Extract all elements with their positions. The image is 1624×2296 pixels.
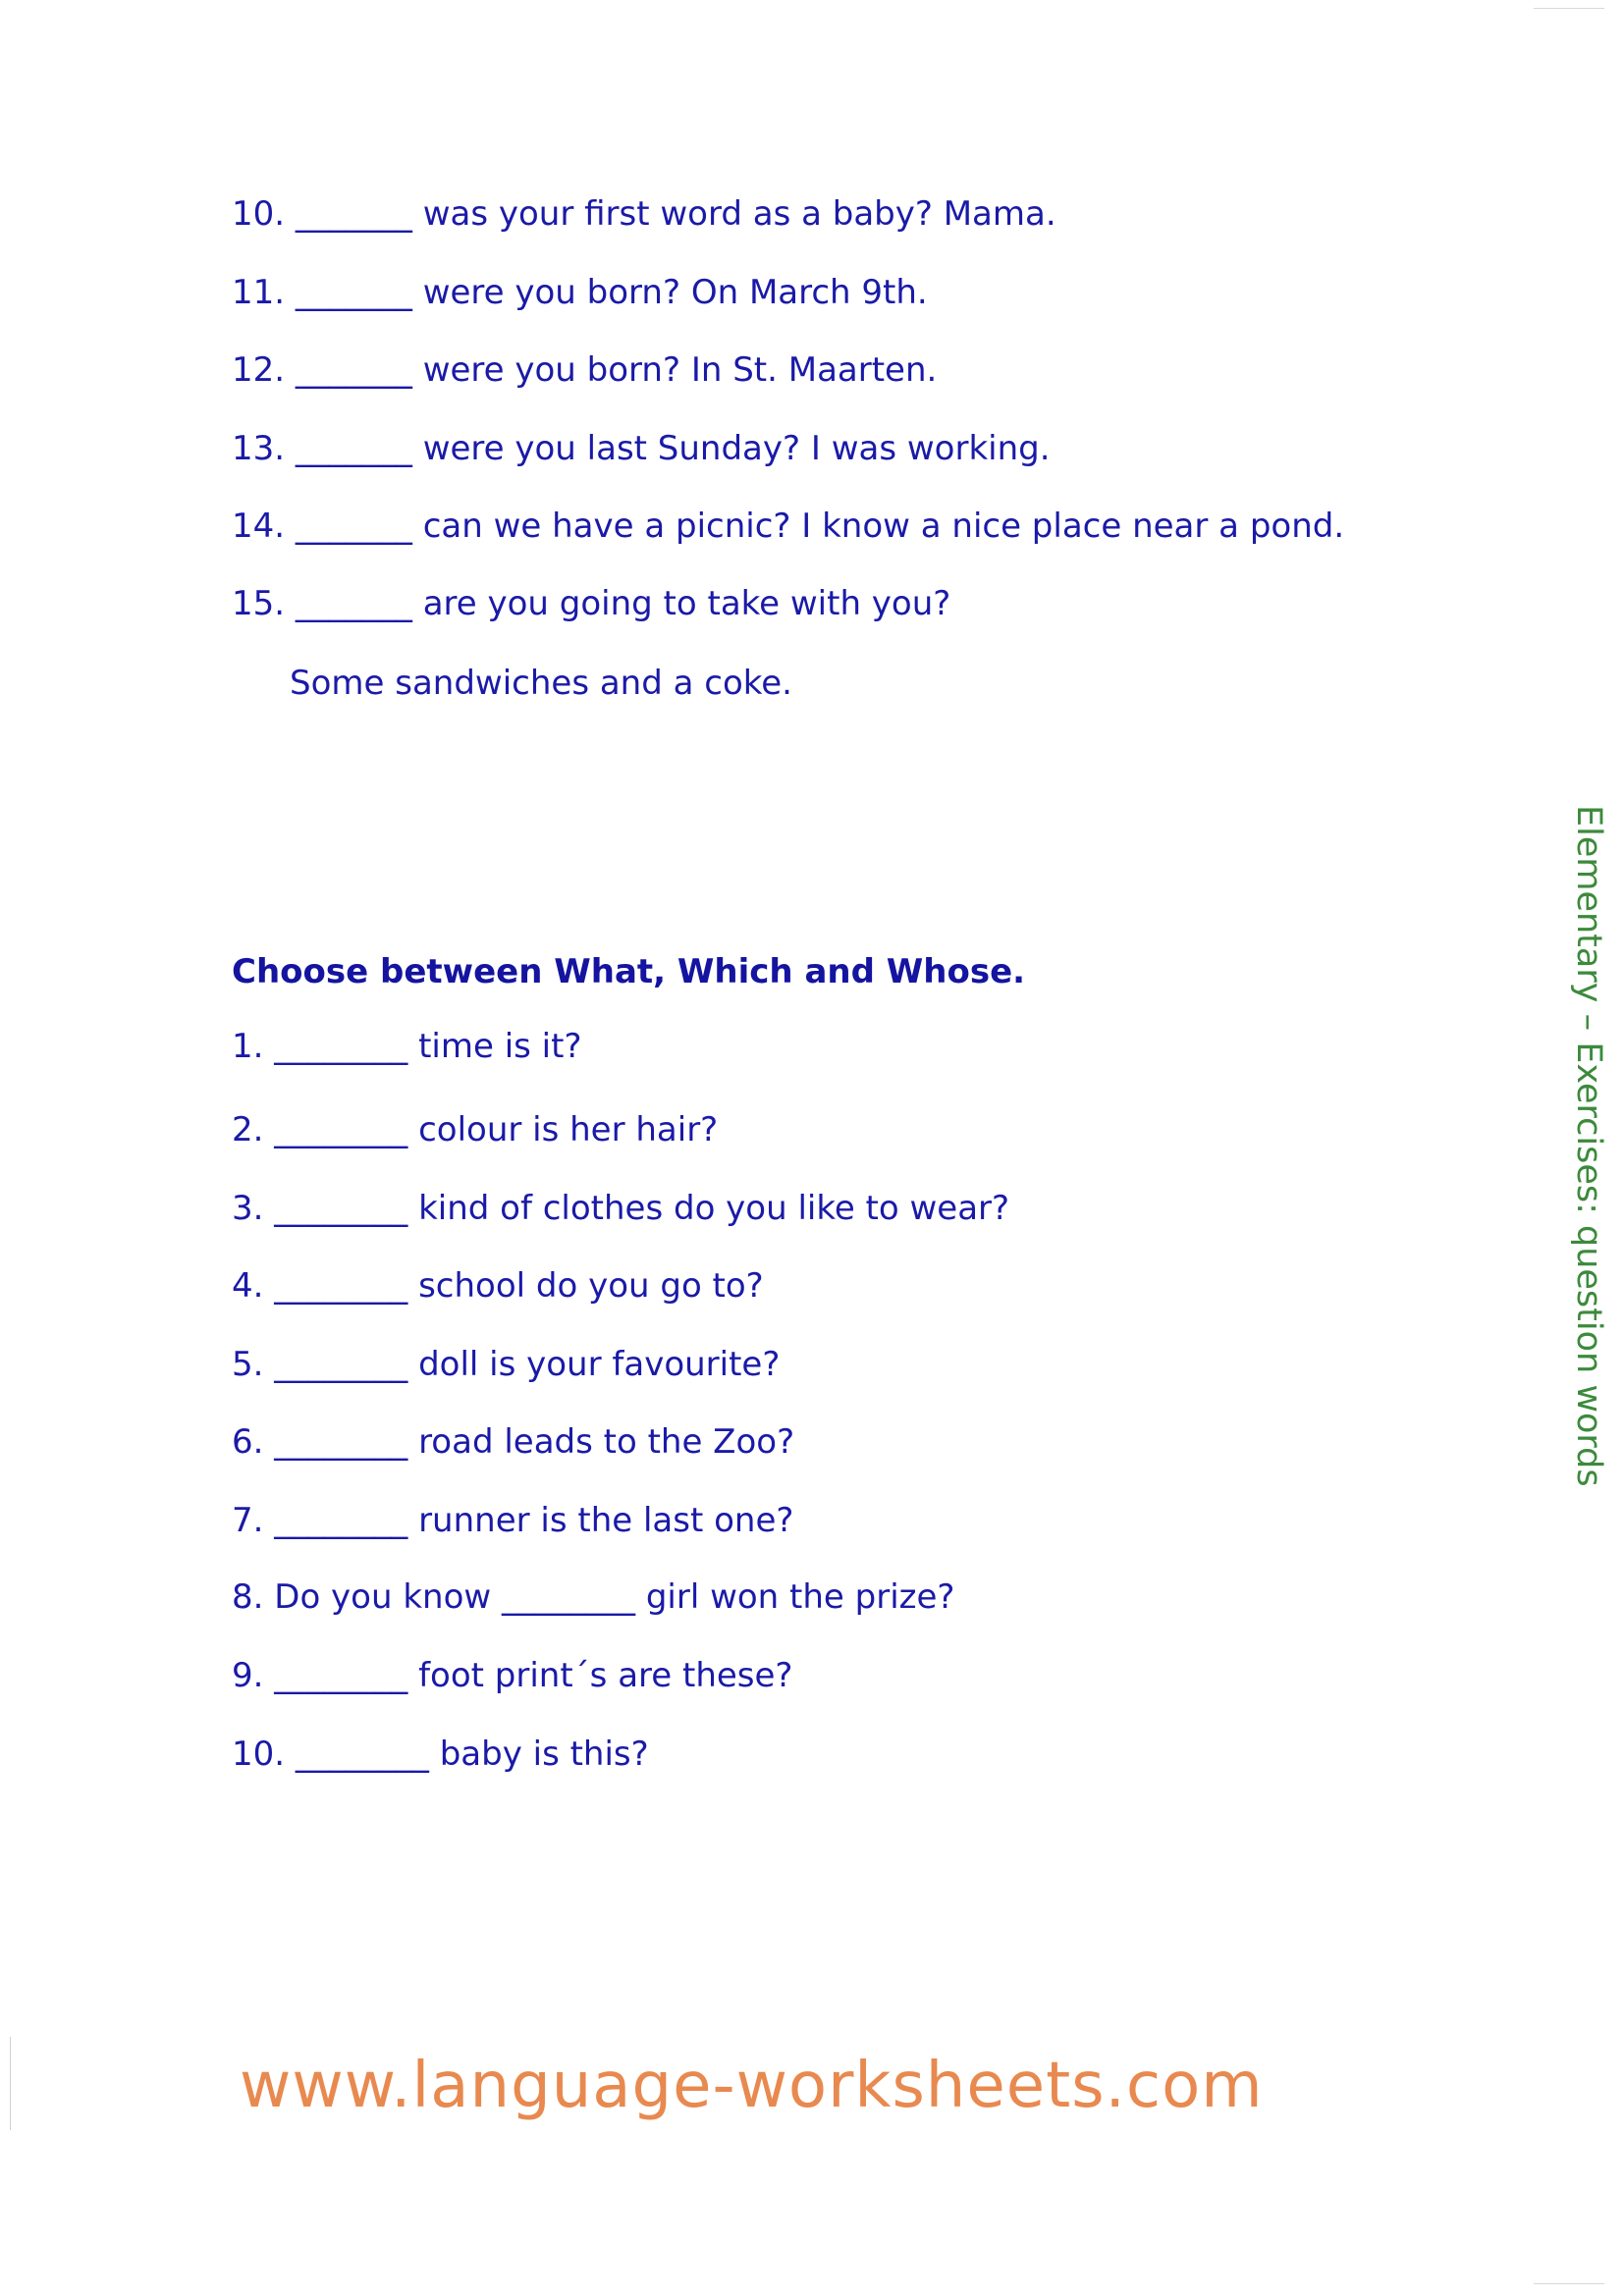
question-line: 9. ________ foot print´s are these? xyxy=(232,1656,793,1695)
question-line: 12. _______ were you born? In St. Maarten. xyxy=(232,350,938,390)
question-line: 10. _______ was your first word as a baby? Mama. xyxy=(232,194,1056,234)
answer-continuation: Some sandwiches and a coke. xyxy=(290,664,792,703)
question-line: 5. ________ doll is your favourite? xyxy=(232,1345,781,1384)
page-edge-mark xyxy=(10,2037,11,2130)
question-line: 1. ________ time is it? xyxy=(232,1027,582,1066)
question-line: 3. ________ kind of clothes do you like to wear? xyxy=(232,1189,1010,1228)
question-line: 13. _______ were you last Sunday? I was working. xyxy=(232,429,1051,468)
question-line: 4. ________ school do you go to? xyxy=(232,1266,764,1306)
question-line: 14. _______ can we have a picnic? I know a nice place near a pond. xyxy=(232,507,1345,546)
question-line: 11. _______ were you born? On March 9th. xyxy=(232,273,928,312)
question-line: 2. ________ colour is her hair? xyxy=(232,1110,719,1149)
side-label: Elementary – Exercises: question words xyxy=(1569,805,1608,1487)
question-line: 10. ________ baby is this? xyxy=(232,1735,649,1774)
page-corner-mark-top xyxy=(1534,8,1604,9)
question-line: 7. ________ runner is the last one? xyxy=(232,1501,794,1540)
question-line: 6. ________ road leads to the Zoo? xyxy=(232,1422,795,1462)
footer-url: www.language-worksheets.com xyxy=(240,2050,1264,2122)
question-line: 8. Do you know ________ girl won the prize? xyxy=(232,1577,955,1617)
question-line: 15. _______ are you going to take with you? xyxy=(232,584,951,623)
page-corner-mark-bottom xyxy=(1534,2283,1604,2284)
section-heading: Choose between What, Which and Whose. xyxy=(232,952,1026,991)
